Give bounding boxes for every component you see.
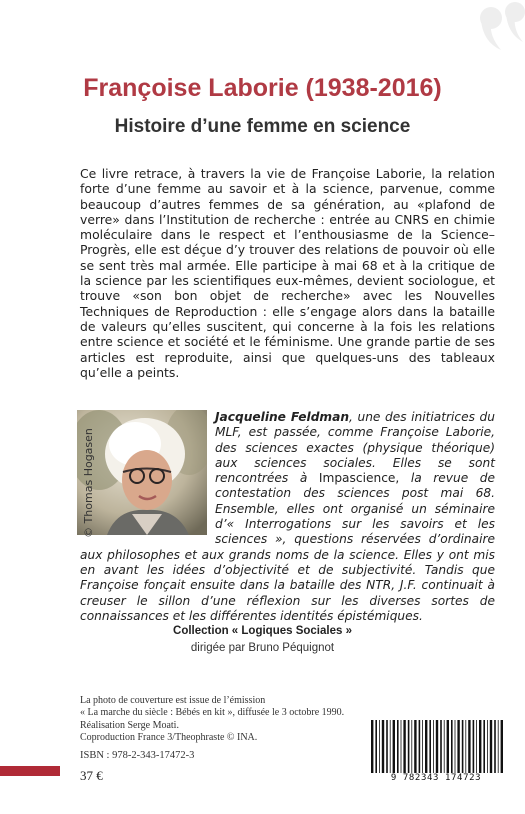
- decorative-quote-mark-icon: [445, 0, 525, 60]
- author-bio-impascience: Impascience,: [318, 471, 400, 486]
- accent-bar: [0, 766, 60, 776]
- collection-director: dirigée par Bruno Péquignot: [190, 642, 335, 654]
- cover-photo-credit: [80, 695, 380, 744]
- cover-credit-line: La photo de couverture est issue de l’émission: [80, 695, 266, 706]
- price: 37 €: [80, 768, 103, 783]
- isbn: ISBN : 978-2-343-17472-3: [80, 750, 195, 761]
- photo-credit: © Thomas Hogasen: [82, 428, 95, 538]
- author-bio: [80, 410, 495, 624]
- barcode-digits: 9 782343 174723: [367, 773, 505, 783]
- book-summary: Ce livre retrace, à travers la vie de Françoise Laborie, la relation forte d’une femme au savoir et à la science, parvenue, comme beaucoup d’autres femmes de sa génération, au «plafond de verre» dans l’Institution de recherche : entrée au CNRS en chimie moléculaire dans le respect et l’enthousiasme de la Science–Progrès, elle est déçue d’y trouver des relations de pouvoir où elle se sent très mal armée. Elle participe à mai 68 et à la critique de la science par les scientifiques eux-mêmes, devient sociologue, et trouve «son bon objet de recherche» avec les Nouvelles Techniques de Reproduction : elle s’engage alors dans la bataille de valeurs qu’elles suscitent, qui concerne à la fois les relations entre science et société et le féminisme. Une grande partie de ses articles est reproduite, ainsi que quelques-uns des tableaux qu’elle a peints.: [80, 166, 495, 380]
- cover-credit-line: Coproduction France 3/Theophraste © INA.: [80, 731, 258, 743]
- collection-name: Collection « Logiques Sociales »: [173, 625, 352, 637]
- book-subtitle: Histoire d’une femme en science: [114, 116, 411, 137]
- author-bio-part1: , une des initiatrices du MLF, est passée, comme Françoise Laborie, des sciences exactes (physique théorique) aux sciences sociales. Elles se sont rencontrées à: [215, 410, 495, 486]
- cover-credit-line: « La marche du siècle : Bébés en kit », diffusée le 3 octobre 1990.: [80, 707, 345, 719]
- author-name: Jacqueline Feldman: [215, 410, 350, 424]
- author-bio-part2: la revue de contestation des sciences post mai 68. Ensemble, elles ont organisé un séminaire d’« Interrogations sur les savoirs et les sciences », questions réservées d’ordinaire aux philosophes et aux grands noms de la science. Elles y ont mis en avant les idées d’objectivité et de subjectivité. Tandis que Françoise fonçait ensuite dans la bataille des NTR, J.F. continuait à creuser le sillon d’une réflexion sur les diverses sortes de connaissances et les différentes identités épistémiques.: [80, 471, 496, 623]
- book-title: Françoise Laborie (1938-2016): [83, 74, 442, 102]
- photo-spacer: [80, 410, 215, 536]
- cover-credit-line: Réalisation Serge Moati.: [80, 719, 179, 731]
